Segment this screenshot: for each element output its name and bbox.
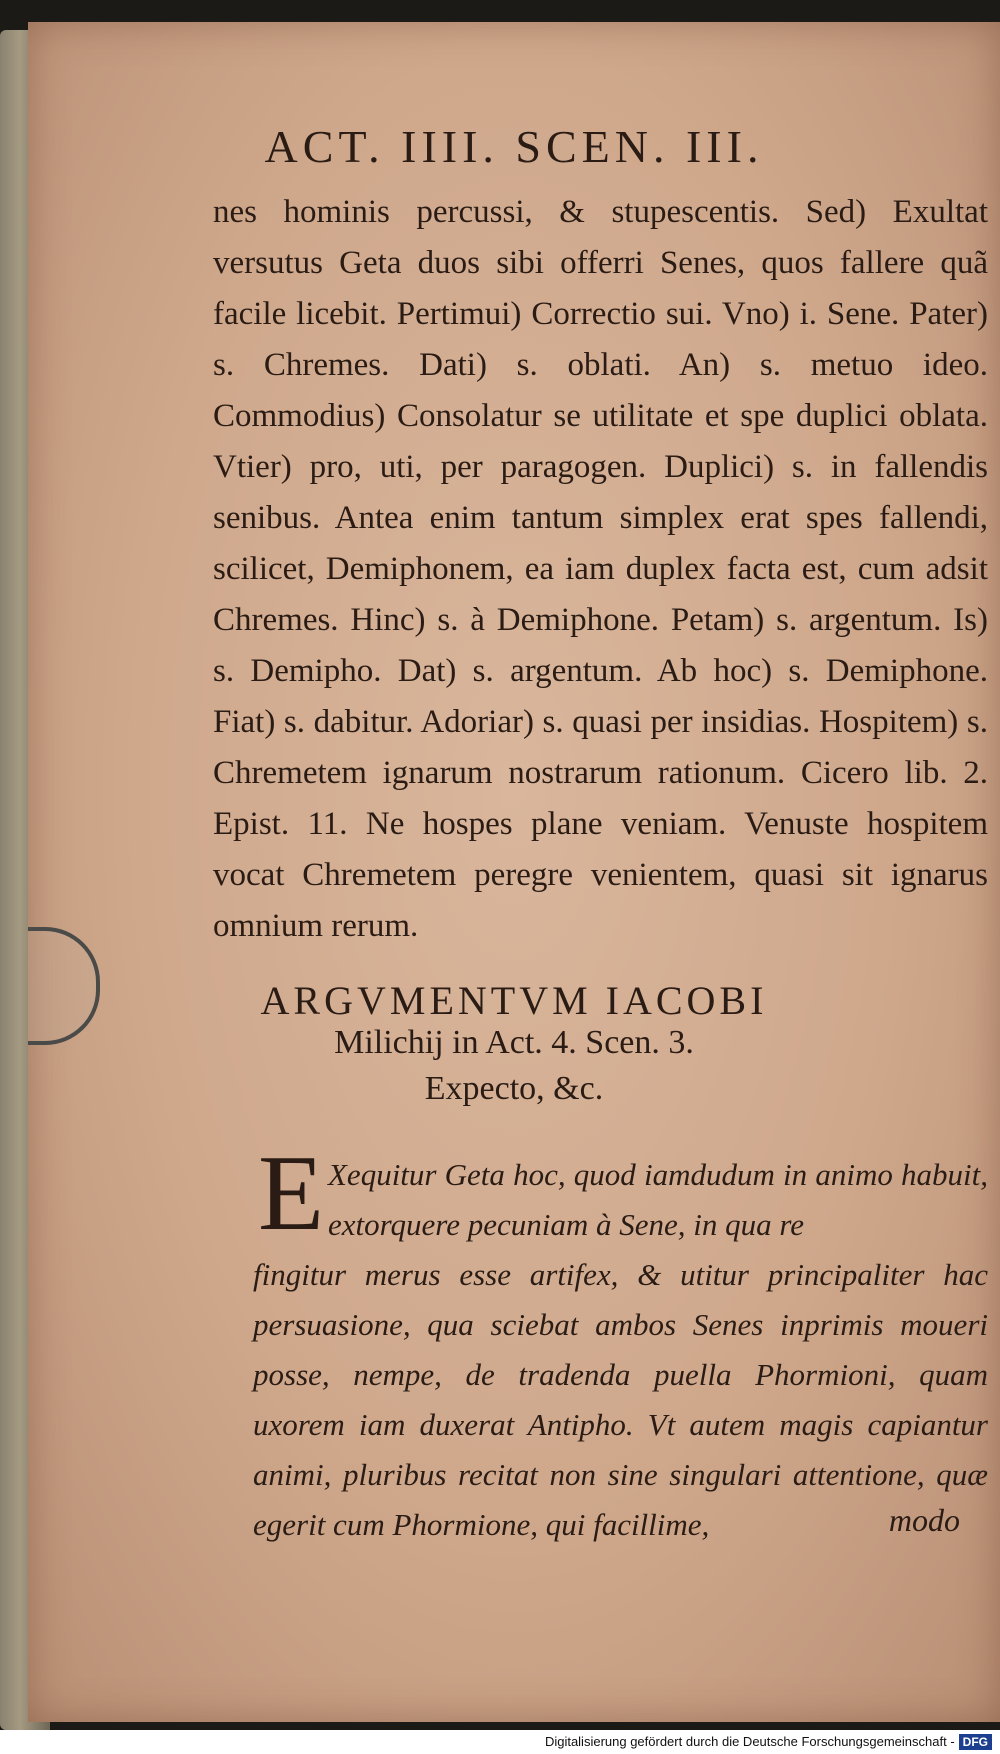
commentary-text — [213, 187, 988, 952]
digitization-footer — [0, 1730, 1000, 1754]
commentary-paragraph: nes hominis percussi, & stupescentis. Sed) Exultat versutus Geta duos sibi offerri Senes, quos fallere quã facile licebit. Pertimui) Correctio sui. Vno) i. Sene. Pater) s. Chremes. Dati) s. oblati. An) s. metuo ideo. Commodius) Consolatur se utilitate et spe duplici oblata. Vtier) pro, uti, per paragogen. Duplici) s. in fallendis senibus. Antea enim tantum simplex erat spes fallendi, scilicet, Demiphonem, ea iam duplex facta est, cum adsit Chremes. Hinc) s. à Demiphone. Petam) s. argentum. Is) s. Demipho. Dat) s. argentum. Ab hoc) s. Demiphone. Fiat) s. dabitur. Adoriar) s. quasi per insidias. Hospitem) s. Chremetem ignarum nostrarum rationum. Cicero lib. 2. Epist. 11. Ne hospes plane veniam. Venuste hospitem vocat Chremetem peregre venientem, quasi sit ignarus omnium rerum. — [213, 194, 988, 944]
argument-subtitle: Milichij in Act. 4. Scen. 3. — [334, 1024, 694, 1061]
argument-title: ARGVMENTVM IACOBI — [260, 978, 768, 1023]
argument-incipit: Expecto, &c. — [424, 1070, 604, 1107]
argument-text-rest: fingitur merus esse artifex, & utitur principaliter hac persuasione, qua sciebat ambos Senes inprimis moueri posse, nempe, de tradenda puella Phormioni, quam uxorem iam duxerat Antipho. Vt autem magis capiantur animi, pluribus recitat non sine singulari attentione, quæ egerit cum Phormione, qui facillime, — [253, 1257, 988, 1542]
dfg-logo: DFG — [959, 1734, 992, 1750]
book-page — [28, 22, 1000, 1722]
drop-initial: E — [258, 1134, 324, 1253]
catchword: modo — [888, 1502, 960, 1538]
argument-text-first: Xequitur Geta hoc, quod iamdudum in animo habuit, extorquere pecuniam à Sene, in qua re — [328, 1157, 988, 1242]
footer-credit: Digitalisierung gefördert durch die Deutsche Forschungsgemeinschaft - — [544, 1734, 955, 1749]
running-header: ACT. IIII. SCEN. III. — [264, 121, 764, 172]
